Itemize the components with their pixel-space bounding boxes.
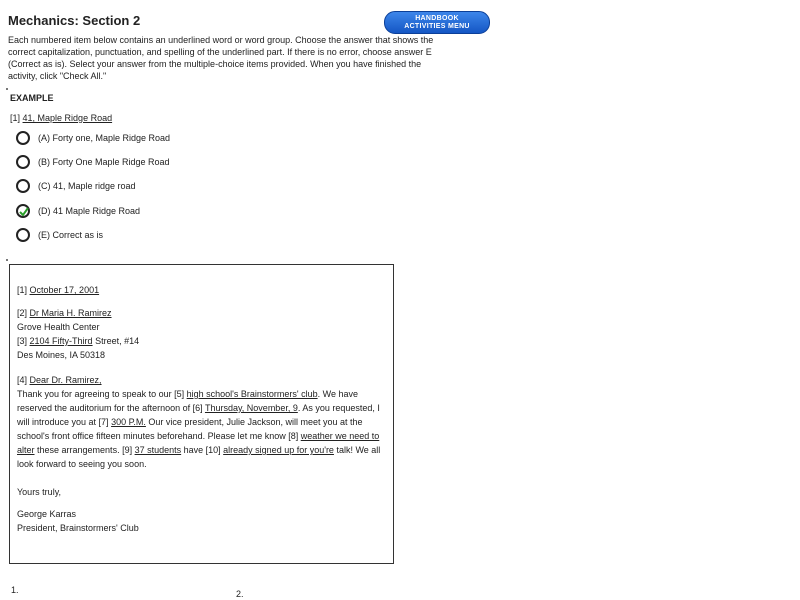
body-text: . As you requested, I will introduce you at [7]	[17, 403, 380, 427]
letter-address-block	[17, 306, 387, 362]
page-title: Mechanics: Section 2	[8, 13, 141, 28]
radio-icon[interactable]	[16, 228, 30, 242]
handbook-activities-menu-button[interactable]	[384, 11, 490, 34]
question-1-label: 1.	[11, 585, 19, 595]
example-item	[10, 113, 112, 123]
item-number: [2]	[17, 308, 28, 318]
option-label: (B) Forty One Maple Ridge Road	[38, 157, 170, 167]
body-text: Our vice president, Julie Jackson, will meet you at the school's front office fifteen minutes beforehand. Please let me know [8]	[17, 417, 363, 441]
street-underlined: 2104 Fifty-Third	[29, 336, 93, 346]
letter-body	[17, 373, 387, 471]
menu-button-line2: ACTIVITIES MENU	[404, 22, 470, 30]
letter-closing: Yours truly,	[17, 487, 62, 497]
underlined-item-5: high school's Brainstormers' club	[186, 389, 318, 399]
street-rest: Street, #14	[92, 336, 140, 346]
checkmark-icon	[19, 207, 29, 217]
item-number: [4]	[17, 375, 28, 385]
letter-paragraph	[17, 387, 387, 471]
letter-date: October 17, 2001	[29, 285, 100, 295]
letter-box	[9, 264, 394, 564]
underlined-item-9: 37 students	[134, 445, 182, 455]
example-option-b[interactable]	[16, 155, 170, 169]
body-text: talk! We all look forward to seeing you soon.	[17, 445, 381, 469]
option-label: (C) 41, Maple ridge road	[38, 181, 136, 191]
signature-title: President, Brainstormers' Club	[17, 523, 139, 533]
option-label: (E) Correct as is	[38, 230, 104, 240]
recipient-city: Des Moines, IA 50318	[17, 350, 106, 360]
signature-block	[17, 507, 387, 535]
divider-dot	[6, 88, 8, 90]
underlined-item-10: already signed up for you're	[223, 445, 334, 455]
radio-checked-icon[interactable]	[16, 204, 30, 218]
example-option-a[interactable]	[16, 131, 170, 145]
example-option-e[interactable]	[16, 228, 103, 242]
signature-name: George Karras	[17, 509, 77, 519]
example-option-d[interactable]	[16, 204, 140, 218]
body-text: Thank you for agreeing to speak to our [5]	[17, 389, 187, 399]
example-heading: EXAMPLE	[10, 93, 54, 103]
body-text: have [10]	[181, 445, 224, 455]
recipient-name: Dr Maria H. Ramirez	[29, 308, 112, 318]
divider-dot	[6, 259, 8, 261]
body-text: . We have reserved the auditorium for the afternoon of [6]	[17, 389, 358, 413]
question-2-label: 2.	[236, 589, 244, 599]
body-text: these arrangements. [9]	[34, 445, 135, 455]
radio-icon[interactable]	[16, 179, 30, 193]
greeting: Dear Dr. Ramirez,	[29, 375, 102, 385]
letter-date-line	[17, 283, 387, 297]
radio-icon[interactable]	[16, 155, 30, 169]
option-label: (A) Forty one, Maple Ridge Road	[38, 133, 171, 143]
underlined-item-8: weather we need to alter	[17, 431, 380, 455]
example-underlined-text: 41, Maple Ridge Road	[22, 113, 113, 123]
radio-icon[interactable]	[16, 131, 30, 145]
recipient-org: Grove Health Center	[17, 322, 100, 332]
menu-button-line1: HANDBOOK	[415, 14, 459, 22]
item-number: [1]	[17, 285, 28, 295]
option-label: (D) 41 Maple Ridge Road	[38, 206, 141, 216]
instructions: Each numbered item below contains an underlined word or word group. Choose the answer that shows the correct capitalization, punctuation, and spelling of the underlined part. If there is no error, choose answer E (Correct as is). Select your answer from the multiple-choice items provided. When you have finished the activity, click "Check All."	[8, 35, 434, 81]
underlined-item-6: Thursday, November, 9	[204, 403, 298, 413]
underlined-item-7: 300 P.M.	[111, 417, 146, 427]
example-item-number: [1]	[10, 113, 21, 123]
item-number: [3]	[17, 336, 28, 346]
example-option-c[interactable]	[16, 179, 136, 193]
